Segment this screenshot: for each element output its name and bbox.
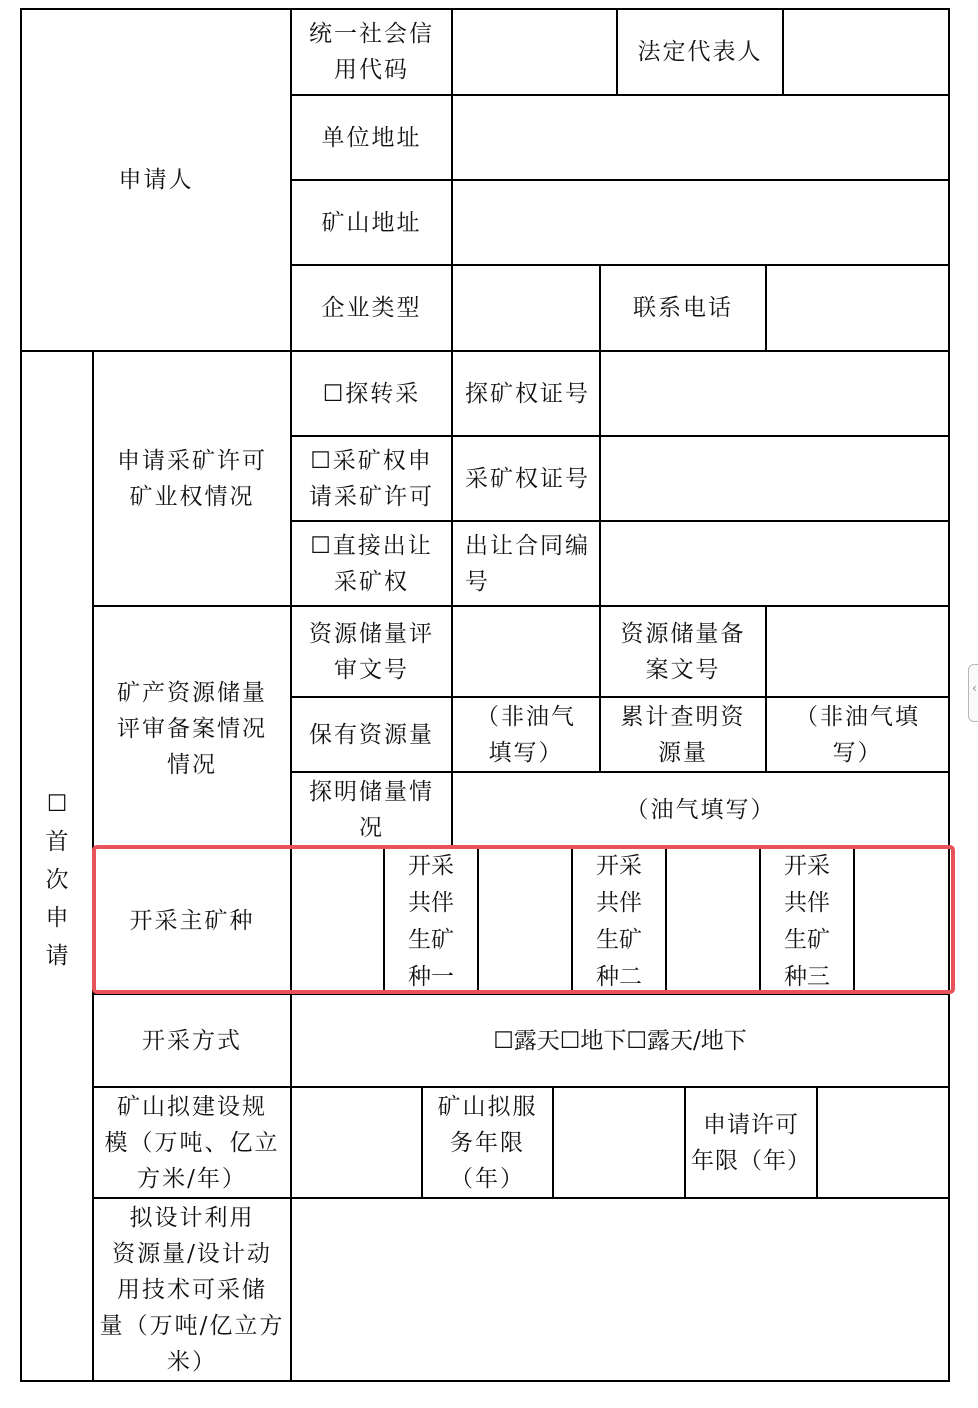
direct-transfer-checkbox[interactable]: ☐直接出让 采矿权 <box>310 532 433 595</box>
mining-method-options[interactable]: ☐露天☐地下☐露天/地下 <box>493 1027 747 1054</box>
exploration-cert-label: 探矿权证号 <box>465 380 590 407</box>
applicant-label: 申请人 <box>118 167 194 193</box>
side-panel-tab[interactable] <box>968 664 978 722</box>
planned-scale-value[interactable] <box>292 1088 421 1197</box>
assoc-mineral-2-label: 开采 共伴 生矿 种二 <box>596 853 642 990</box>
permit-years-label: 申请许可 年限（年） <box>691 1111 811 1174</box>
enterprise-type-label: 企业类型 <box>321 295 422 321</box>
planned-service-years-label: 矿山拟服 务年限 （年） <box>437 1093 538 1192</box>
legal-rep-value[interactable] <box>784 10 948 94</box>
main-mineral-label: 开采主矿种 <box>129 907 255 934</box>
mine-address-label: 矿山地址 <box>321 209 422 236</box>
cumulative-proven-hint[interactable]: （非油气填 写） <box>795 703 920 766</box>
reserve-review-label: 矿产资源储量 评审备案情况 情况 <box>117 679 267 778</box>
cumulative-proven-label: 累计查明资 源量 <box>620 703 746 766</box>
reserve-review-doc-label: 资源储量评 审文号 <box>309 620 434 683</box>
transfer-contract-value[interactable] <box>601 522 948 605</box>
permit-years-value[interactable] <box>818 1088 948 1197</box>
mining-method-label: 开采方式 <box>142 1027 242 1054</box>
reserve-review-doc-value[interactable] <box>453 607 599 696</box>
retained-resources-hint[interactable]: （非油气 填写） <box>476 703 576 766</box>
assoc-mineral-1-value[interactable] <box>479 848 571 993</box>
credit-code-label: 统一社会信 用代码 <box>309 21 434 83</box>
chevron-left-icon: ‹ <box>972 681 977 695</box>
enterprise-type-value[interactable] <box>453 266 599 350</box>
explore-to-mine-checkbox[interactable]: ☐探转采 <box>322 380 421 407</box>
mining-cert-label: 采矿权证号 <box>465 465 590 492</box>
contact-phone-value[interactable] <box>767 266 948 350</box>
table-border-bottom <box>20 1380 950 1382</box>
reserve-filing-doc-value[interactable] <box>767 607 948 696</box>
mining-cert-value[interactable] <box>601 437 948 520</box>
assoc-mineral-3-label: 开采 共伴 生矿 种三 <box>784 853 830 990</box>
transfer-contract-label: 出让合同编 号 <box>465 532 590 595</box>
assoc-mineral-3-value[interactable] <box>855 848 948 993</box>
design-resources-value[interactable] <box>292 1199 948 1380</box>
mining-permit-status-label: 申请采矿许可 矿业权情况 <box>117 447 267 510</box>
reserve-filing-doc-label: 资源储量备 案文号 <box>620 620 746 683</box>
assoc-mineral-2-value[interactable] <box>667 848 759 993</box>
credit-code-value[interactable] <box>453 10 616 94</box>
exploration-cert-value[interactable] <box>601 352 948 435</box>
contact-phone-label: 联系电话 <box>633 295 733 321</box>
design-resources-label: 拟设计利用 资源量/设计动 用技术可采储 量（万吨/亿立方 米） <box>99 1204 285 1375</box>
table-border-right <box>948 8 950 1382</box>
unit-address-label: 单位地址 <box>321 124 422 151</box>
proven-reserves-hint[interactable]: （油气填写） <box>625 796 776 823</box>
planned-service-years-value[interactable] <box>554 1088 684 1197</box>
legal-rep-label: 法定代表人 <box>637 39 763 65</box>
planned-scale-label: 矿山拟建设规 模（万吨、亿立 方米/年） <box>104 1093 280 1192</box>
mining-right-apply-checkbox[interactable]: ☐采矿权申 请采矿许可 <box>309 447 434 510</box>
proven-reserves-label: 探明储量情 况 <box>309 778 434 841</box>
mine-address-value[interactable] <box>453 181 948 264</box>
unit-address-value[interactable] <box>453 96 948 179</box>
first-application-checkbox[interactable]: ☐ 首 次 申 请 <box>45 791 69 969</box>
main-mineral-value[interactable] <box>292 848 383 993</box>
assoc-mineral-1-label: 开采 共伴 生矿 种一 <box>408 853 454 990</box>
retained-resources-label: 保有资源量 <box>309 721 434 748</box>
